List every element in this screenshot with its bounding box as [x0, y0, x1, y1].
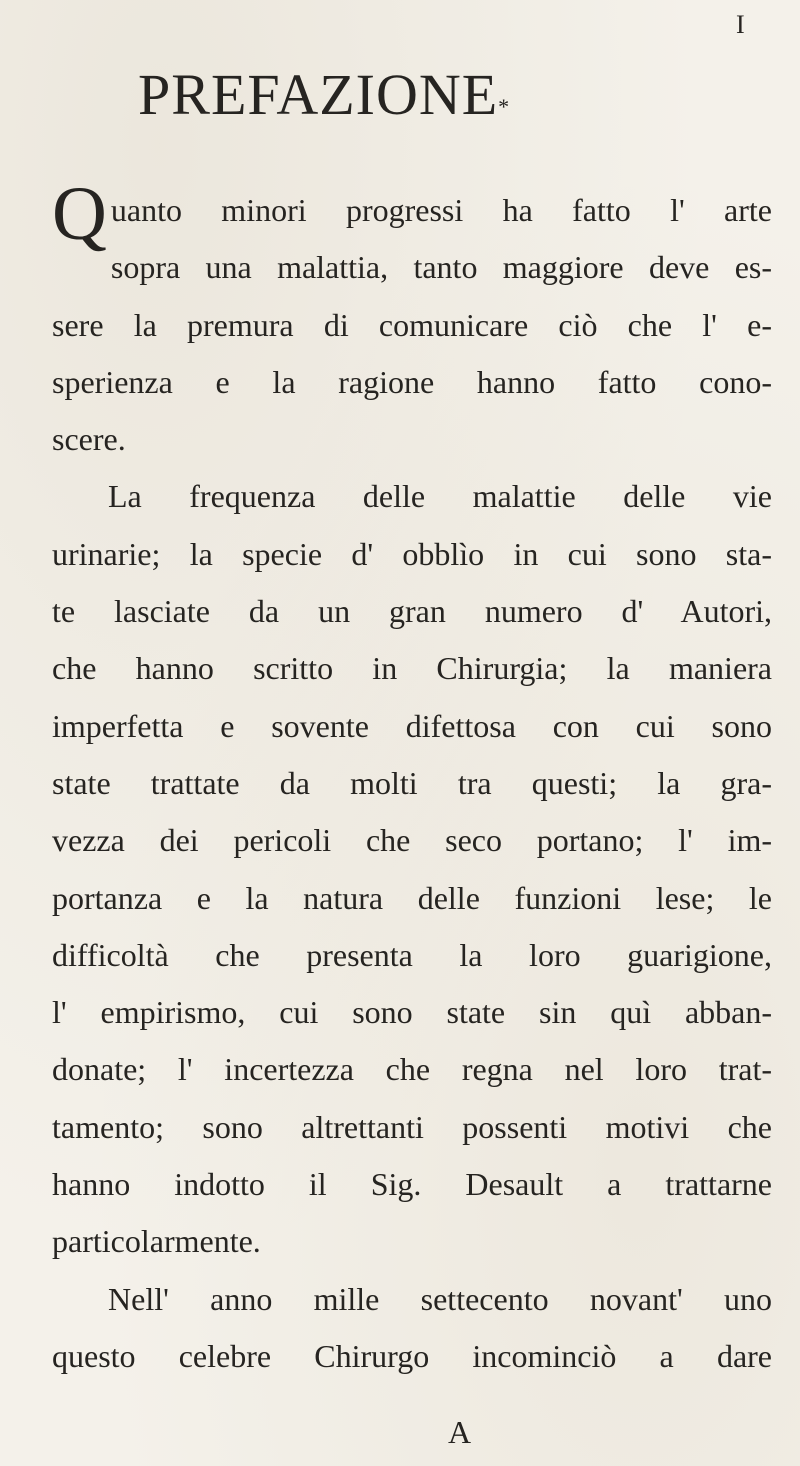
text-line: sperienza e la ragione hanno fatto cono- — [52, 363, 772, 400]
text-line: donate; l' incertezza che regna nel loro trat- — [52, 1051, 772, 1088]
text-line: che hanno scritto in Chirurgia; la maniera — [52, 650, 772, 687]
text-line: l' empirismo, cui sono state sin quì abban- — [52, 994, 772, 1031]
text-line: te lasciate da un gran numero d' Autori, — [52, 593, 772, 630]
text-line: hanno indotto il Sig. Desault a trattarne — [52, 1166, 772, 1203]
text-line: sere la premura di comunicare ciò che l' e- — [52, 306, 772, 343]
text-line: scere. — [52, 421, 126, 458]
body-text — [52, 172, 772, 1385]
title-mark: * — [498, 94, 511, 119]
text-line: particolarmente. — [52, 1223, 261, 1260]
page-number: I — [736, 10, 745, 39]
text-line: portanza e la natura delle funzioni lese; le — [52, 879, 772, 916]
drop-cap: Q — [52, 172, 107, 256]
text-line: urinarie; la specie d' obblìo in cui sono sta- — [52, 535, 772, 572]
text-line: difficoltà che presenta la loro guarigione, — [52, 936, 772, 973]
text-line: state trattate da molti tra questi; la gra- — [52, 764, 772, 801]
page-title — [138, 62, 698, 127]
text-line: uanto minori progressi ha fatto l' arte — [110, 192, 772, 228]
text-line: sopra una malattia, tanto maggiore deve es- — [110, 249, 772, 286]
text-line: imperfetta e sovente difettosa con cui sono — [52, 707, 772, 744]
text-line: tamento; sono altrettanti possenti motivi che — [52, 1108, 772, 1145]
text-line: questo celebre Chirurgo incominciò a dare — [52, 1337, 772, 1374]
text-line: vezza dei pericoli che seco portano; l' im- — [52, 822, 772, 859]
text-line: La frequenza delle malattie delle vie — [108, 478, 772, 515]
text-line: Nell' anno mille settecento novant' uno — [108, 1280, 772, 1317]
title-text: PREFAZIONE — [138, 62, 499, 127]
signature-mark: A — [448, 1414, 472, 1450]
